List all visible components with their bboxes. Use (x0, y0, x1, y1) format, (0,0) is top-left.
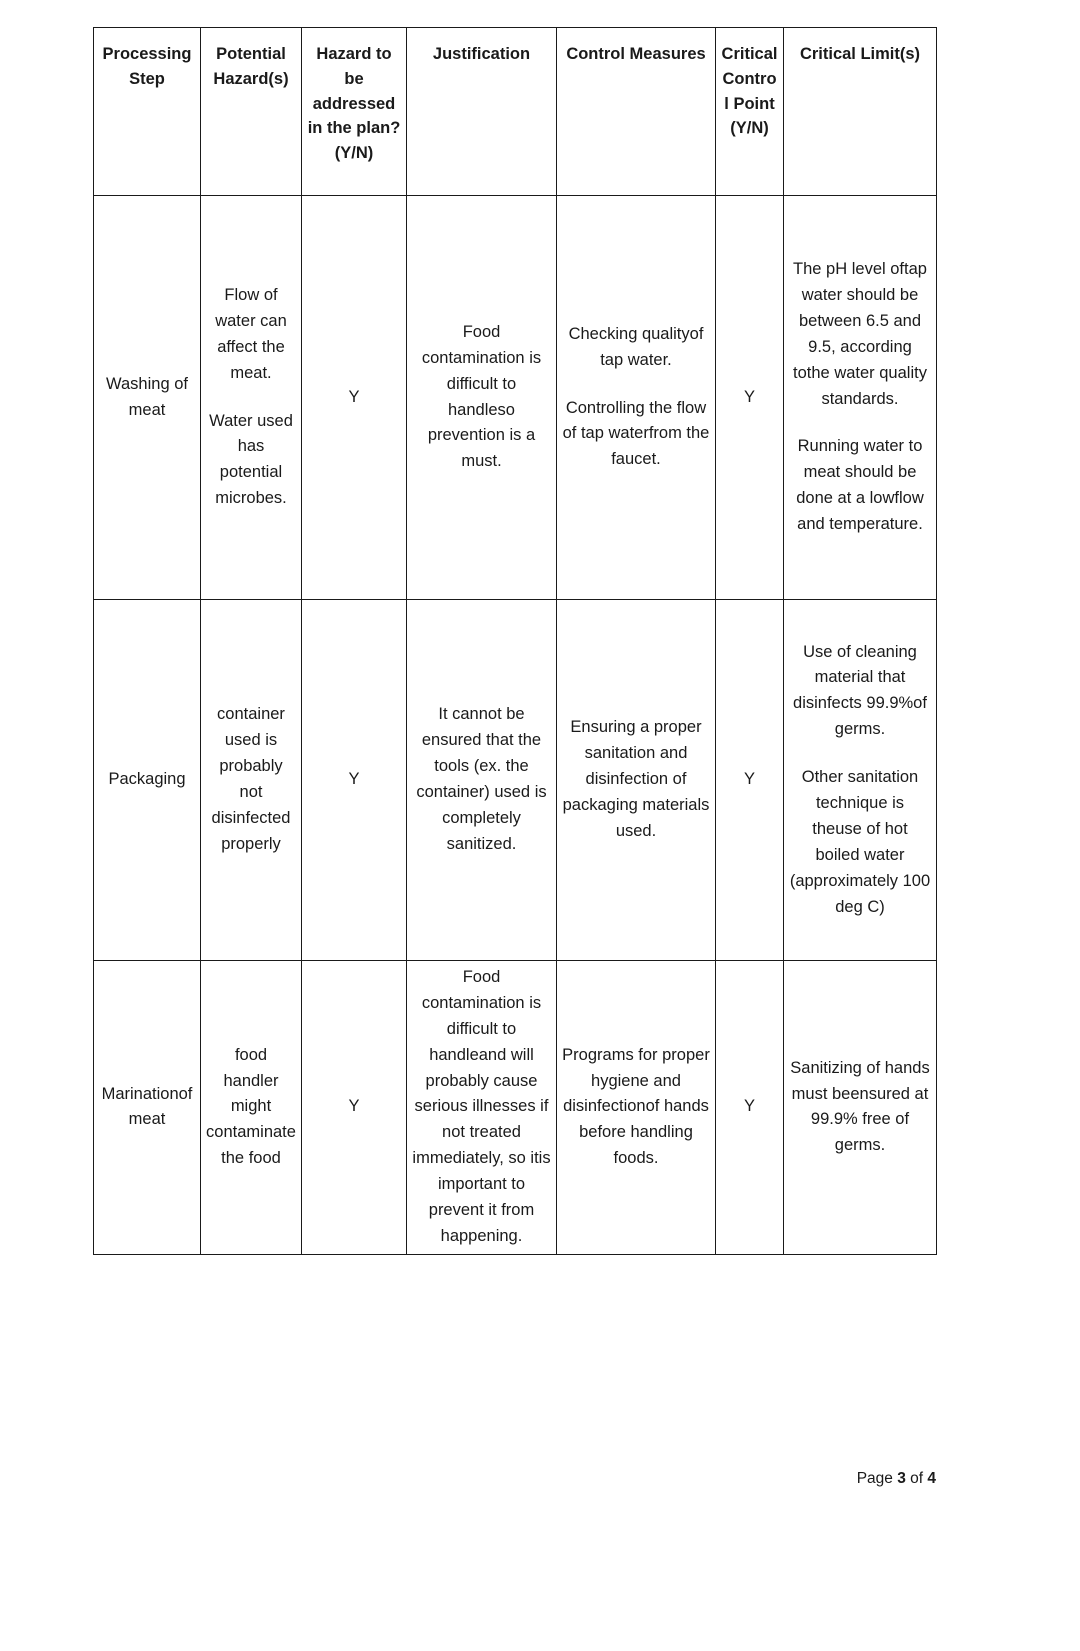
hazard-paragraph: food handler might contaminatethe food (206, 1045, 296, 1168)
haccp-table-container (93, 27, 936, 1255)
hazard-paragraph: Water used has potential microbes. (209, 411, 293, 508)
cell-critical-limits (784, 961, 937, 1255)
cell-control-measures (557, 600, 716, 961)
cell-critical-control-point: Y (716, 196, 784, 600)
table-row (94, 196, 937, 600)
page-footer (857, 1470, 936, 1488)
control-measure-paragraph: Controlling the flow of tap waterfrom the faucet. (562, 398, 710, 469)
table-header (94, 28, 937, 196)
column-header-processing-step: Processing Step (94, 28, 201, 196)
hazard-paragraph: Flow of water can affect the meat. (215, 285, 287, 382)
cell-potential-hazards (201, 196, 302, 600)
cell-processing-step: Marinationof meat (94, 961, 201, 1255)
cell-hazard-addressed: Y (302, 600, 407, 961)
critical-limit-paragraph: Other sanitation technique is theuse of hot boiled water (approximately 100 deg C) (789, 768, 931, 916)
haccp-hazard-analysis-table (93, 27, 937, 1255)
footer-page-middle: of (905, 1470, 928, 1487)
column-header-potential-hazards: Potential Hazard(s) (201, 28, 302, 196)
cell-justification (407, 961, 557, 1255)
table-body (94, 196, 937, 1255)
cell-hazard-addressed: Y (302, 961, 407, 1255)
hazard-paragraph: container used is probably not disinfected properly (211, 705, 291, 853)
cell-justification (407, 196, 557, 600)
cell-hazard-addressed: Y (302, 196, 407, 600)
cell-justification (407, 600, 557, 961)
table-header-row (94, 28, 937, 196)
cell-critical-control-point: Y (716, 600, 784, 961)
control-measure-paragraph: Checking qualityof tap water. (568, 324, 704, 369)
column-header-critical-limits: Critical Limit(s) (784, 28, 937, 196)
cell-critical-limits (784, 600, 937, 961)
footer-current-page: 3 (897, 1470, 906, 1487)
footer-page-prefix: Page (856, 1470, 898, 1487)
cell-control-measures (557, 961, 716, 1255)
footer-total-pages: 4 (927, 1470, 936, 1487)
cell-critical-control-point: Y (716, 961, 784, 1255)
critical-limit-paragraph: Sanitizing of hands must beensured at 99.9% free of germs. (790, 1058, 930, 1155)
critical-limit-paragraph: Running water to meat should be done at a lowflow and temperature. (796, 437, 924, 534)
column-header-critical-control-point: Critical Control Point (Y/N) (716, 28, 784, 196)
cell-processing-step: Packaging (94, 600, 201, 961)
cell-critical-limits (784, 196, 937, 600)
critical-limit-paragraph: Use of cleaning material that disinfects 99.9%of germs. (793, 642, 927, 739)
justification-paragraph: Food contamination is difficult to handleso prevention is a must. (421, 322, 542, 471)
critical-limit-paragraph: The pH level oftap water should be between 6.5 and 9.5, according tothe water quality standards. (793, 260, 927, 408)
cell-potential-hazards (201, 961, 302, 1255)
column-header-control-measures: Control Measures (557, 28, 716, 196)
column-header-hazard-addressed: Hazard to be addressed in the plan? (Y/N) (302, 28, 407, 196)
table-row (94, 961, 937, 1255)
column-header-justification: Justification (407, 28, 557, 196)
cell-control-measures (557, 196, 716, 600)
control-measure-paragraph: Programs for proper hygiene and disinfectionof hands before handling foods. (562, 1045, 710, 1168)
cell-potential-hazards (201, 600, 302, 961)
table-row (94, 600, 937, 961)
justification-paragraph: Food contamination is difficult to handleand will probably cause serious illnesses if not treated immediately, so itis important to prevent it from happening. (412, 968, 551, 1245)
cell-processing-step: Washing of meat (94, 196, 201, 600)
justification-paragraph: It cannot be ensured that the tools (ex. the container) used is completely sanitized. (416, 705, 547, 853)
control-measure-paragraph: Ensuring a proper sanitation and disinfection of packaging materials used. (562, 718, 710, 840)
